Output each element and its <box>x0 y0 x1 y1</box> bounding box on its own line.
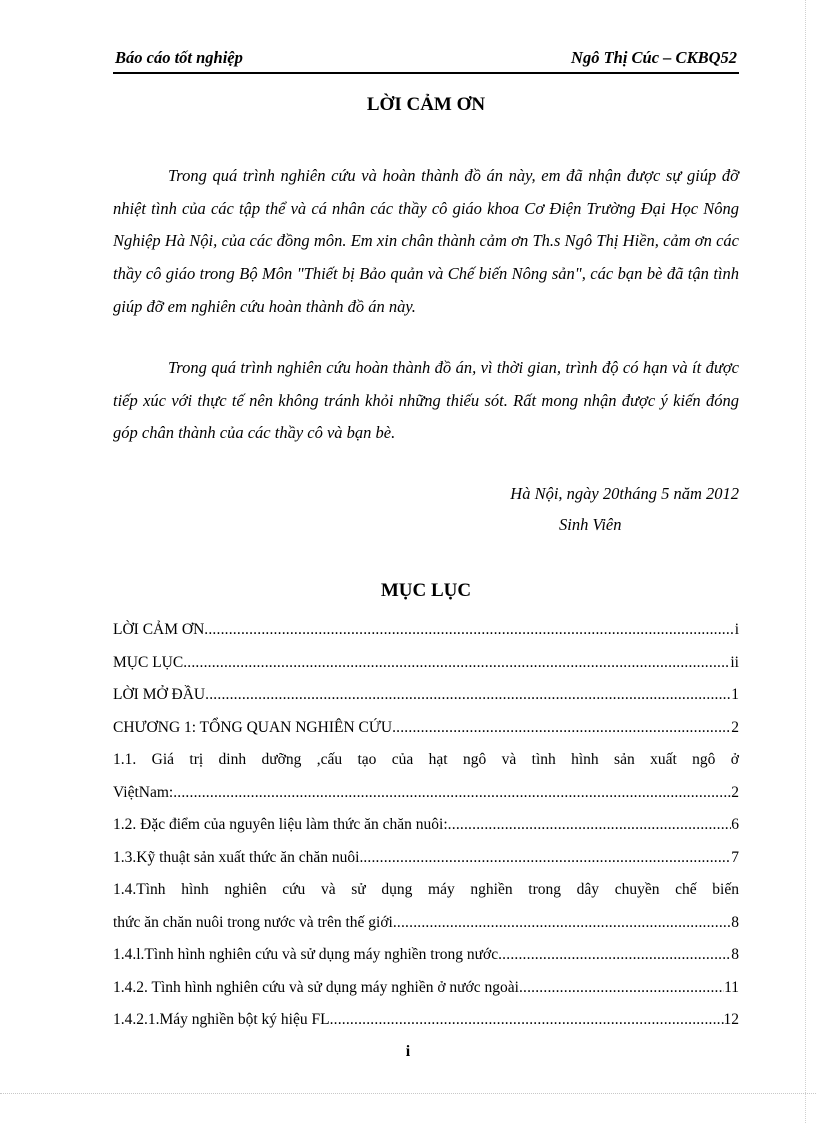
signer: Sinh Viên <box>559 515 622 534</box>
toc-entry[interactable] <box>113 712 739 745</box>
toc-leader <box>363 842 731 875</box>
toc-entry-page: 2 <box>731 718 739 736</box>
page-right-divider <box>805 0 806 1123</box>
toc-entry-page: 7 <box>731 848 739 866</box>
toc-entry-page: 12 <box>723 1011 739 1028</box>
toc-leader <box>498 939 731 972</box>
header-author: Ngô Thị Cúc – CKBQ52 <box>571 48 737 67</box>
thanks-paragraph-2: Trong quá trình nghiên cứu hoàn thành đồ án, vì thời gian, trình độ có hạn và ít được tiếp xúc với thực tế nên không tránh khỏi những thiếu sót. Rất mong nhận được ý kiến đóng góp chân thành của các thầy cô và bạn bè. <box>113 358 739 443</box>
toc-entry-text: LỜI MỞ ĐẦU <box>113 686 206 703</box>
page-header <box>113 48 739 74</box>
toc-entry[interactable] <box>113 939 739 972</box>
toc-entry-page: i <box>734 621 739 638</box>
place-date: Hà Nội, ngày 20tháng 5 năm 2012 <box>510 484 739 503</box>
toc-entry-text: LỜI CẢM ƠN <box>113 621 205 638</box>
toc-entry[interactable] <box>113 972 739 1005</box>
toc-entry[interactable] <box>113 842 739 875</box>
toc-entry-line1[interactable]: 1.4.Tình hình nghiên cứu và sử dụng máy nghiền trong dây chuyền chế biến <box>113 881 739 898</box>
toc-entry[interactable] <box>113 809 739 842</box>
toc-title: MỤC LỤC <box>380 580 472 601</box>
toc-leader <box>204 614 734 647</box>
toc-entry-text: thức ăn chăn nuôi trong nước và trên thế giới <box>113 913 393 931</box>
toc-leader <box>448 809 732 842</box>
toc-leader <box>173 777 731 810</box>
toc-entry[interactable] <box>113 614 739 647</box>
toc-entry-page: 1 <box>731 686 739 703</box>
thanks-title: LỜI CẢM ƠN <box>366 94 486 115</box>
toc-leader <box>393 907 731 940</box>
toc-entry-page: 8 <box>731 913 739 931</box>
toc-entry-text: 1.4.2.1.Máy nghiền bột ký hiệu FL <box>113 1011 330 1028</box>
toc-leader <box>330 1004 724 1037</box>
toc-leader <box>392 712 731 745</box>
toc-entry-text: ViệtNam: <box>113 783 174 801</box>
toc-entry-text: MỤC LỤC <box>113 653 184 671</box>
toc-entry-text: 1.4.2. Tình hình nghiên cứu và sử dụng máy nghiền ở nước ngoài <box>113 978 519 996</box>
toc-leader <box>205 679 731 712</box>
toc-entry-text: 1.4.l.Tình hình nghiên cứu và sử dụng máy nghiền trong nước <box>113 946 499 963</box>
toc-entry[interactable] <box>113 777 739 810</box>
toc-entry-text: 1.2. Đặc điểm của nguyên liệu làm thức ăn chăn nuôi: <box>113 816 448 833</box>
toc-leader <box>519 972 724 1005</box>
toc-entry[interactable] <box>113 647 739 680</box>
toc-entry-page: ii <box>730 653 739 671</box>
toc-leader <box>183 647 730 680</box>
toc-entry-page: 2 <box>731 783 739 801</box>
toc-entry[interactable] <box>113 1004 739 1037</box>
header-report-title: Báo cáo tốt nghiệp <box>115 48 243 67</box>
toc-entry[interactable] <box>113 907 739 940</box>
page-number: i <box>405 1043 411 1060</box>
toc-entry-text: CHƯƠNG 1: TỔNG QUAN NGHIÊN CỨU <box>113 718 393 736</box>
toc-entry-text: 1.3.Kỹ thuật sản xuất thức ăn chăn nuôi. <box>113 848 364 866</box>
toc-entry-page: 6 <box>731 816 739 833</box>
toc-entry-line1[interactable]: 1.1. Giá trị dinh dưỡng ,cấu tạo của hạt ngô và tình hình sản xuất ngô ở <box>113 751 739 768</box>
toc-entry-page: 8 <box>731 946 739 963</box>
toc-entry-page: 11 <box>724 978 739 996</box>
toc-entry[interactable] <box>113 679 739 712</box>
table-of-contents <box>113 614 739 1037</box>
page-bottom-divider <box>0 1093 816 1094</box>
thanks-paragraph-1: Trong quá trình nghiên cứu và hoàn thành đồ án này, em đã nhận được sự giúp đỡ nhiệt tình của các tập thể và cá nhân các thầy cô giáo khoa Cơ Điện Trường Đại Học Nông Nghiệp Hà Nội, của các đồng môn. Em xin chân thành cảm ơn Th.s Ngô Thị Hiền, cảm ơn các thầy cô giáo trong Bộ Môn "Thiết bị Bảo quản và Chế biến Nông sản", các bạn bè đã tận tình giúp đỡ em nghiên cứu hoàn thành đồ án này. <box>113 166 739 316</box>
